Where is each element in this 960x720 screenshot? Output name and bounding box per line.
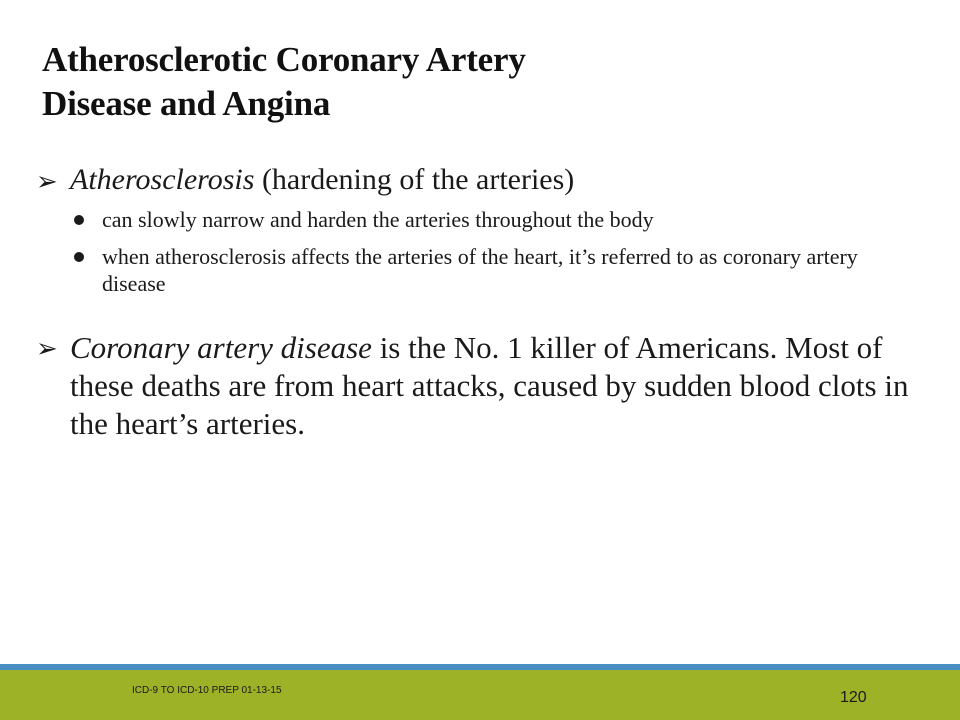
bullet-coronary-artery-disease	[36, 329, 916, 443]
page-number: 120	[840, 689, 867, 706]
sub-bullet-item	[70, 206, 916, 233]
sub-bullet-text: when atherosclerosis affects the arteries of the heart, it’s referred to as coronary artery disease	[102, 244, 858, 296]
slide-content	[36, 160, 916, 443]
slide-title	[42, 38, 902, 126]
bullet-atherosclerosis	[36, 160, 916, 297]
sub-bullet-item	[70, 243, 916, 297]
title-line-2: Disease and Angina	[42, 84, 331, 123]
arrow-bullet-icon: ➢	[36, 334, 58, 364]
bullet-term: Atherosclerosis	[70, 163, 255, 196]
sub-bullet-list	[70, 206, 916, 297]
bullet-text: (hardening of the arteries)	[254, 163, 575, 196]
dot-bullet-icon	[74, 215, 84, 225]
sub-bullet-text: can slowly narrow and harden the arteries throughout the body	[102, 207, 654, 232]
arrow-bullet-icon: ➢	[36, 167, 58, 197]
dot-bullet-icon	[74, 252, 84, 262]
bullet-term: Coronary artery disease	[70, 330, 372, 365]
footer-label: ICD-9 TO ICD-10 PREP 01-13-15	[132, 685, 282, 696]
bullet-text: is the No. 1 killer of Americans. Most of these deaths are from heart attacks, caused by sudden blood clots in the heart’s arteries.	[70, 330, 909, 441]
title-line-1: Atherosclerotic Coronary Artery	[42, 40, 526, 79]
